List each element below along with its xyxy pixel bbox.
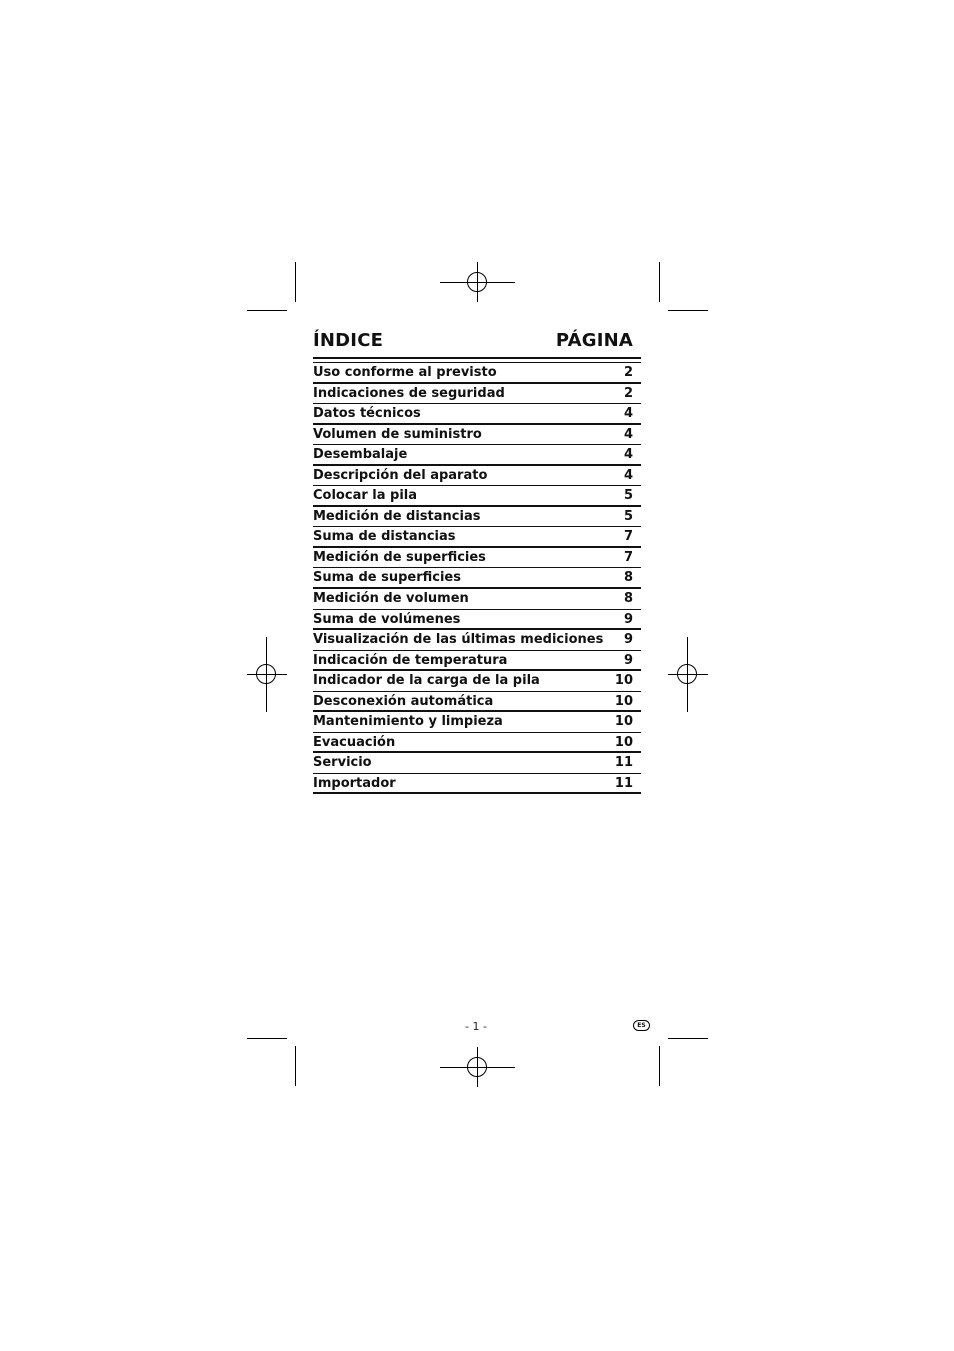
toc-entry-title: Mantenimiento y limpieza	[313, 714, 503, 730]
toc-entry[interactable]	[313, 692, 641, 713]
toc-entry[interactable]	[313, 712, 641, 733]
toc-entry-page: 9	[623, 632, 633, 648]
crop-mark	[659, 1046, 660, 1086]
registration-circle	[677, 664, 697, 684]
toc-entry[interactable]	[313, 466, 641, 487]
toc-entry-title: Indicaciones de seguridad	[313, 385, 505, 401]
crop-mark	[668, 1038, 708, 1039]
toc-entry-title: Importador	[313, 775, 396, 791]
toc-entry[interactable]	[313, 774, 641, 795]
toc-entry-title: Descripción del aparato	[313, 467, 488, 483]
toc-entry[interactable]	[313, 445, 641, 466]
toc-entry-page: 8	[623, 591, 633, 607]
toc-entry-page: 9	[623, 652, 633, 668]
toc-entry-page: 10	[614, 693, 633, 709]
toc-entry-page: 4	[623, 406, 633, 422]
toc-entry-title: Medición de volumen	[313, 591, 469, 607]
toc-entry[interactable]	[313, 363, 641, 384]
toc-entry[interactable]	[313, 486, 641, 507]
toc-title: ÍNDICE	[313, 330, 384, 351]
crop-mark	[247, 310, 287, 311]
toc-entry-title: Indicador de la carga de la pila	[313, 673, 540, 689]
toc-entry[interactable]	[313, 507, 641, 528]
toc-entry[interactable]	[313, 568, 641, 589]
toc-entry-title: Volumen de suministro	[313, 426, 482, 442]
toc-entry-page: 10	[614, 734, 633, 750]
toc-entry-page: 10	[614, 673, 633, 689]
toc-entry[interactable]	[313, 425, 641, 446]
header-rule	[313, 357, 641, 359]
toc-entry-page: 7	[623, 529, 633, 545]
crop-mark	[668, 310, 708, 311]
toc-entry-page: 8	[623, 570, 633, 586]
toc-entry-page: 9	[623, 611, 633, 627]
crop-mark	[295, 1046, 296, 1086]
toc-entry[interactable]	[313, 753, 641, 774]
toc-entry[interactable]	[313, 651, 641, 672]
toc-entry-title: Servicio	[313, 755, 372, 771]
page-number: - 1 -	[465, 1020, 487, 1033]
toc-entry-title: Desembalaje	[313, 447, 408, 463]
toc-entry-page: 2	[623, 385, 633, 401]
crop-mark	[659, 262, 660, 302]
toc-entry-page: 4	[623, 467, 633, 483]
toc-entry-title: Medición de distancias	[313, 508, 481, 524]
toc-entry[interactable]	[313, 527, 641, 548]
toc-entry-page: 5	[623, 508, 633, 524]
toc-header	[313, 330, 641, 356]
language-badge: ES	[633, 1020, 650, 1031]
toc-entry-title: Evacuación	[313, 734, 396, 750]
toc-entry-page: 2	[623, 365, 633, 380]
toc-entry-title: Suma de superficies	[313, 570, 461, 586]
registration-circle	[467, 272, 487, 292]
toc-entry-page: 7	[623, 549, 633, 565]
toc-entry[interactable]	[313, 610, 641, 631]
toc-entry-title: Suma de distancias	[313, 529, 456, 545]
toc-entry-title: Medición de superficies	[313, 549, 486, 565]
toc-list	[313, 363, 641, 794]
toc-entry[interactable]	[313, 733, 641, 754]
toc-entry-title: Datos técnicos	[313, 406, 421, 422]
toc-entry-page: 10	[614, 714, 633, 730]
toc-entry-title: Colocar la pila	[313, 488, 418, 504]
registration-circle	[467, 1057, 487, 1077]
toc-entry[interactable]	[313, 630, 641, 651]
toc-entry-page: 11	[614, 755, 633, 771]
toc-entry[interactable]	[313, 589, 641, 610]
toc-entry[interactable]	[313, 548, 641, 569]
toc-page-label: PÁGINA	[555, 330, 633, 351]
toc-entry-title: Visualización de las últimas mediciones	[313, 632, 604, 648]
toc-entry[interactable]	[313, 404, 641, 425]
toc-entry-page: 5	[623, 488, 633, 504]
registration-circle	[256, 664, 276, 684]
toc-entry-title: Desconexión automática	[313, 693, 494, 709]
toc-entry-page: 4	[623, 447, 633, 463]
crop-mark	[247, 1038, 287, 1039]
toc-entry[interactable]	[313, 384, 641, 405]
toc-entry[interactable]	[313, 671, 641, 692]
toc-entry-page: 11	[614, 775, 633, 791]
toc-entry-title: Uso conforme al previsto	[313, 365, 497, 380]
toc-entry-title: Suma de volúmenes	[313, 611, 461, 627]
toc-entry-page: 4	[623, 426, 633, 442]
toc-entry-title: Indicación de temperatura	[313, 652, 508, 668]
crop-mark	[295, 262, 296, 302]
